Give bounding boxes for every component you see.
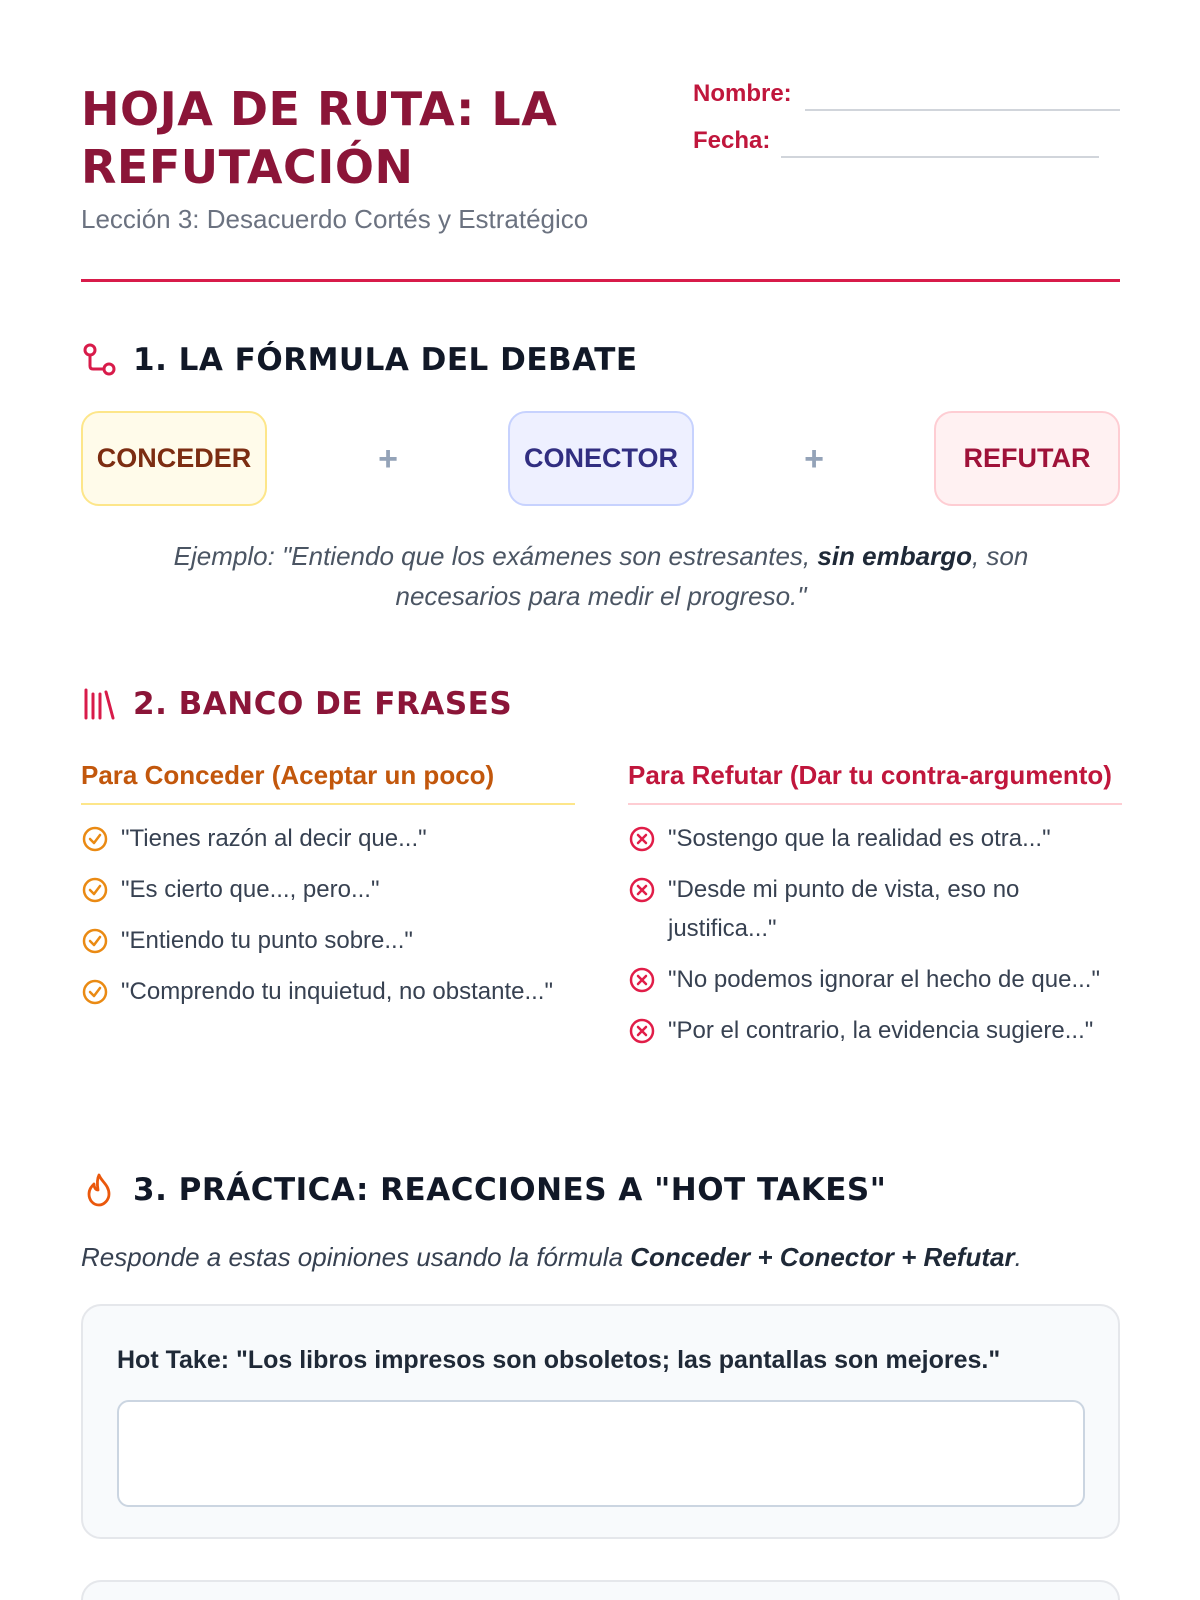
x-circle-icon: [628, 876, 656, 904]
name-label: Nombre:: [693, 80, 792, 107]
list-item: [81, 921, 575, 960]
x-circle-icon: [628, 1017, 656, 1045]
phrase-text: "Es cierto que..., pero...": [121, 876, 380, 903]
list-item: [628, 819, 1122, 858]
x-circle-icon: [628, 825, 656, 853]
list-item: [81, 819, 575, 858]
date-label: Fecha:: [693, 127, 771, 154]
check-circle-icon: [81, 927, 109, 955]
phrase-text: "Desde mi punto de vista, eso no justifica...": [668, 876, 1020, 942]
check-circle-icon: [81, 876, 109, 904]
section-title: 2. BANCO DE FRASES: [133, 686, 513, 722]
list-item: [628, 870, 1122, 948]
plus-sign: +: [804, 440, 824, 478]
section-bank-heading: [81, 686, 512, 722]
concede-column: [81, 755, 575, 1023]
example-text: , son necesarios para medir el progreso.": [395, 541, 1029, 611]
phrase-text: "Entiendo tu punto sobre...": [121, 927, 413, 954]
concede-list: [81, 819, 575, 1011]
phrase-text: "Sostengo que la realidad es otra...": [668, 825, 1051, 852]
formula-example: [121, 536, 1081, 616]
phrase-text: "Comprendo tu inquietud, no obstante...": [121, 978, 553, 1005]
refute-column: [628, 755, 1122, 1062]
refute-list: [628, 819, 1122, 1050]
section-formula-heading: [81, 342, 638, 378]
route-icon: [81, 342, 117, 378]
page-title: HOJA DE RUTA: LA REFUTACIÓN: [81, 82, 558, 194]
section-practice-heading: [81, 1172, 886, 1208]
date-field[interactable]: [781, 156, 1099, 158]
check-circle-icon: [81, 978, 109, 1006]
section-title: 3. PRÁCTICA: REACCIONES A "HOT TAKES": [133, 1172, 887, 1208]
formula-step-refutar: REFUTAR: [934, 411, 1120, 506]
instruction-formula: Conceder + Conector + Refutar: [630, 1242, 1015, 1272]
hot-take-card: [81, 1580, 1120, 1600]
list-item: [81, 870, 575, 909]
formula-step-conceder: CONCEDER: [81, 411, 267, 506]
section-title: 1. LA FÓRMULA DEL DEBATE: [133, 342, 638, 378]
refute-title: Para Refutar (Dar tu contra-argumento): [628, 755, 1122, 805]
example-connector: sin embargo: [817, 541, 972, 571]
practice-instructions: [81, 1242, 1022, 1273]
list-item: [628, 1011, 1122, 1050]
answer-input[interactable]: [117, 1400, 1085, 1507]
header: [81, 80, 1120, 280]
list-item: [81, 972, 575, 1011]
header-divider: [81, 279, 1120, 282]
instruction-text: .: [1014, 1242, 1022, 1272]
phrase-text: "No podemos ignorar el hecho de que...": [668, 966, 1100, 993]
phrase-text: "Por el contrario, la evidencia sugiere...": [668, 1017, 1094, 1044]
phrase-text: "Tienes razón al decir que...": [121, 825, 427, 852]
list-item: [628, 960, 1122, 999]
library-icon: [81, 686, 117, 722]
concede-title: Para Conceder (Aceptar un poco): [81, 755, 575, 805]
flame-icon: [81, 1172, 117, 1208]
formula-step-conector: CONECTOR: [508, 411, 694, 506]
check-circle-icon: [81, 825, 109, 853]
example-text: Ejemplo: "Entiendo que los exámenes son estresantes,: [173, 541, 818, 571]
hot-take-card: [81, 1304, 1120, 1539]
plus-sign: +: [378, 440, 398, 478]
x-circle-icon: [628, 966, 656, 994]
worksheet-page: [81, 0, 1120, 1600]
page-subtitle: Lección 3: Desacuerdo Cortés y Estratégico: [81, 204, 589, 234]
name-field[interactable]: [805, 109, 1120, 111]
instruction-text: Responde a estas opiniones usando la fórmula: [81, 1242, 631, 1272]
hot-take-label: Hot Take: "Los libros impresos son obsoletos; las pantallas son mejores.": [117, 1346, 1001, 1374]
